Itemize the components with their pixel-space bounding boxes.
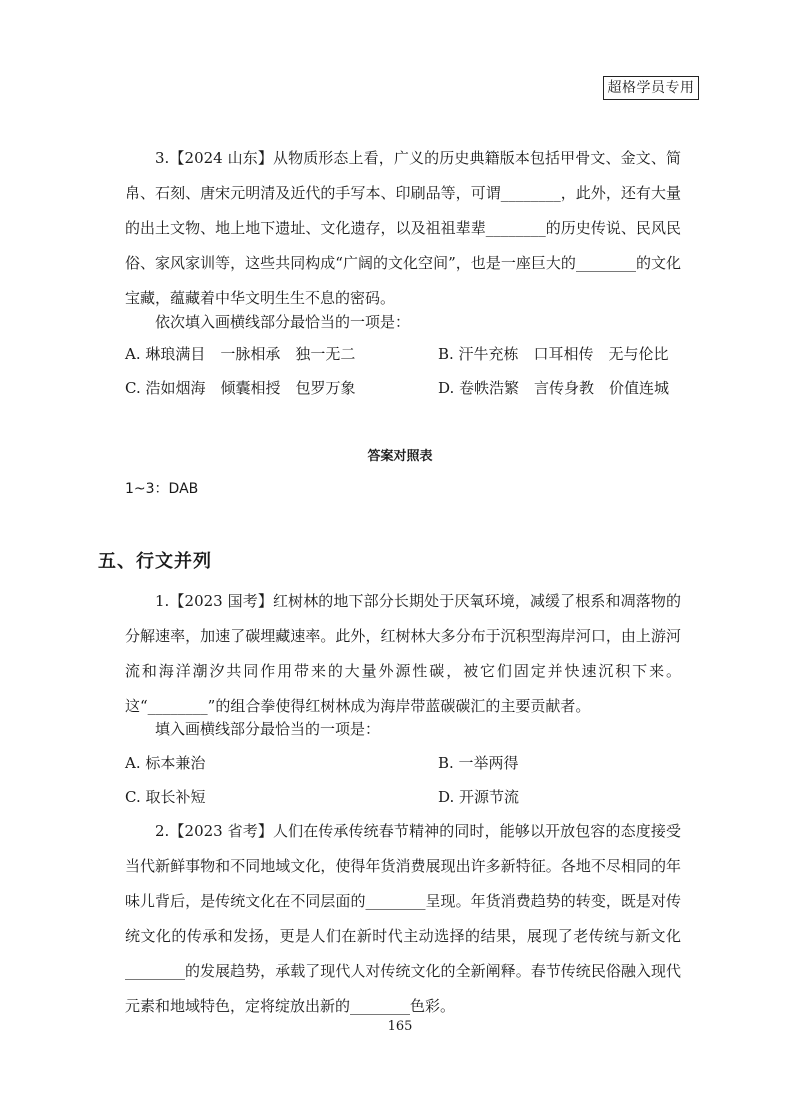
question-3-prompt: 依次填入画横线部分最恰当的一项是：	[155, 313, 411, 331]
section5-question-1-option-a: A. 标本兼治	[125, 754, 206, 772]
section5-question-1-prompt: 填入画横线部分最恰当的一项是：	[155, 720, 381, 738]
question-3-text: 3.【2024 山东】从物质形态上看，广义的历史典籍版本包括甲骨文、金文、简帛、石刻、唐宋元明清及近代的手写本、印刷品等，可谓________，此外，还有大量的出土文物、地上地下遗址、文化遗存，以及祖祖辈辈________的历史传说、民风民俗、家风家训等，这些共同构成“广阔的文化空间”，也是一座巨大的________的文化宝藏，蕴藏着中华文明生生不息的密码。	[125, 149, 681, 307]
page-number: 165	[387, 1019, 413, 1034]
student-only-badge: 超格学员专用	[603, 76, 699, 100]
answer-table-text: 1~3：DAB	[125, 481, 199, 497]
question-3-option-d: D. 卷帙浩繁 言传身教 价值连城	[438, 379, 670, 397]
question-3-option-c: C. 浩如烟海 倾囊相授 包罗万象	[125, 379, 356, 397]
section5-question-2-text: 2.【2023 省考】人们在传承传统春节精神的同时，能够以开放包容的态度接受当代新鲜事物和不同地域文化，使得年货消费展现出许多新特征。各地不尽相同的年味儿背后，是传统文化在不同层面的________呈现。年货消费趋势的转变，既是对传统文化的传承和发扬，更是人们在新时代主动选择的结果，展现了老传统与新文化________的发展趋势，承载了现代人对传统文化的全新阐释。春节传统民俗融入现代元素和地域特色，定将绽放出新的________色彩。	[125, 822, 681, 1015]
section5-question-1-option-d: D. 开源节流	[438, 788, 520, 806]
section5-question-1-text: 1.【2023 国考】红树林的地下部分长期处于厌氧环境，减缓了根系和凋落物的分解速率，加速了碳埋藏速率。此外，红树林大多分布于沉积型海岸河口，由上游河流和海洋潮汐共同作用带来的大量外源性碳，被它们固定并快速沉积下来。这“________”的组合拳使得红树林成为海岸带蓝碳碳汇的主要贡献者。	[125, 592, 681, 715]
question-3-option-a: A. 琳琅满目 一脉相承 独一无二	[125, 345, 356, 363]
section5-question-1-option-c: C. 取长补短	[125, 788, 206, 806]
section5-question-1-option-b: B. 一举两得	[438, 754, 519, 772]
section-title: 五、行文并列	[98, 551, 212, 572]
answer-table-title: 答案对照表	[367, 449, 433, 464]
question-3-option-b: B. 汗牛充栋 口耳相传 无与伦比	[438, 345, 669, 363]
